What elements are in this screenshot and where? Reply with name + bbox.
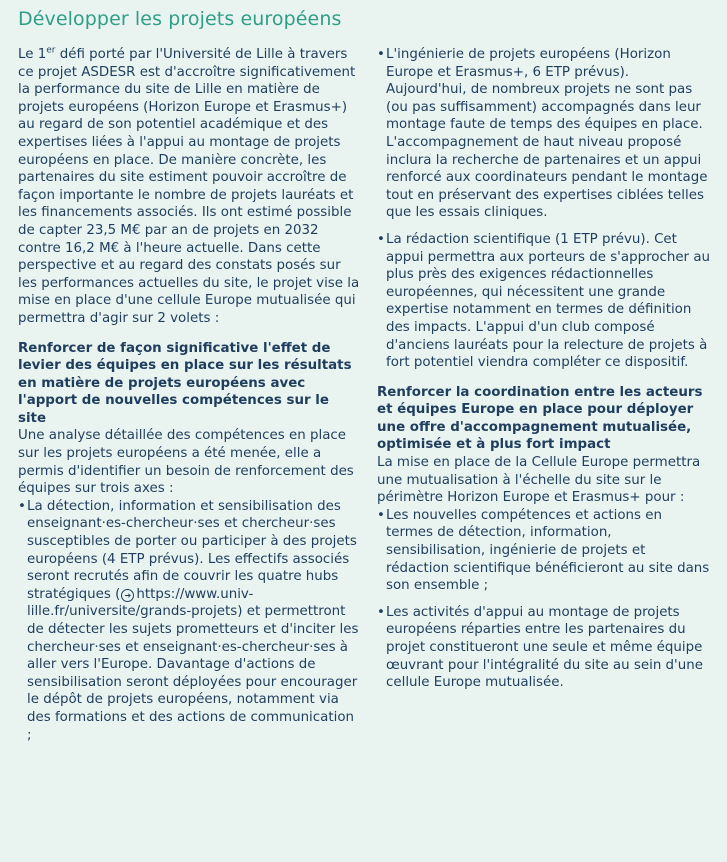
mutualisation-list (377, 507, 711, 692)
left-column (18, 46, 360, 744)
bullet-detection-text: La détection, information et sensibilisation des enseignant·es-chercheur·ses et chercheur·ses susceptibles de porter ou participer à des projets européens (4 ETP prévus). Les effectifs associés seront recrutés afin de couvrir les quatre hubs stratégiques ( (27, 498, 357, 602)
list-item: • La rédaction scientifique (1 ETP prévu). Cet appui permettra aux porteurs de s'approcher au plus près des exigences rédactionnelles européennes, qui nécessitent une grande expertise notamment en termes de définition des impacts. L'appui d'un club composé d'anciens lauréats pour la relecture de projets à fort potentiel viendra compléter ce dispositif. (377, 231, 711, 372)
axes-list (18, 498, 360, 744)
hubs-link[interactable]: https://www.univ-lille.fr/universite/grands-projets (27, 586, 254, 620)
intro-superscript: er (46, 45, 56, 56)
list-item: • Les activités d'appui au montage de projets européens réparties entre les partenaires du projet constitueront une seule et même équipe œuvrant pour l'intégralité du site au sein d'une cellule Europe mutualisée. (377, 604, 711, 692)
intro-lead: Le 1 (18, 47, 47, 62)
page-title: Développer les projets européens (18, 8, 342, 30)
intro-paragraph (18, 46, 360, 328)
bullet-detection-rest: ) et permettront de détecter les sujets prometteurs et d'inciter les chercheur·ses et enseignant·es-chercheur·ses à aller vers l'Europe. Davantage d'actions de sensibilisation seront déployées pour encourager le dépôt de projets européens, notamment via des formations et des actions de communication ; (27, 604, 359, 743)
list-item (18, 498, 360, 744)
list-item: • Les nouvelles compétences et actions en termes de détection, information, sensibilisation, ingénierie de projets et rédaction scientifique bénéficieront au site dans son ensemble ; (377, 507, 711, 595)
external-link-arrow-icon: ➔ (121, 589, 134, 602)
section-heading-coordination: Renforcer la coordination entre les acteurs et équipes Europe en place pour déployer une offre d'accompagnement mutualisée, optimisée et à plus fort impact (377, 384, 703, 453)
section-heading-levier: Renforcer de façon significative l'effet de levier des équipes en place sur les résultats en matière de projets européens avec l'apport de nouvelles compétences sur le site (18, 340, 352, 426)
intro-text: défi porté par l'Université de Lille à travers ce projet ASDESR est d'accroître significativement la performance du site de Lille en matière de projets européens (Horizon Europe et Erasmus+) au regard de son potentiel académique et des expertises liées à l'appui au montage de projets européens en place. De manière concrète, les partenaires du site estiment pouvoir accroître de façon importante le nombre de projets lauréats et les financements associés. Ils ont estimé possible de capter 23,5 M€ par an de projets en 2032 contre 16,2 M€ à l'heure actuelle. Dans cette perspective et au regard des constats posés sur les performances actuelles du site, le projet vise la mise en place d'une cellule Europe mutualisée qui permettra d'agir sur 2 volets : (18, 47, 360, 326)
section-body-levier: Une analyse détaillée des compétences en place sur les projets européens a été menée, elle a permis d'identifier un besoin de renforcement des équipes sur trois axes : (18, 428, 354, 497)
section-body-coordination: La mise en place de la Cellule Europe permettra une mutualisation à l'échelle du site sur le périmètre Horizon Europe et Erasmus+ pour : (377, 455, 701, 506)
axes-list-continued (377, 46, 711, 372)
right-column (377, 46, 711, 692)
list-item: • L'ingénierie de projets européens (Horizon Europe et Erasmus+, 6 ETP prévus). Aujourd'hui, de nombreux projets ne sont pas (ou pas suffisamment) accompagnés dans leur montage faute de temps des équipes en place. L'accompagnement de haut niveau proposé inclura la recherche de partenaires et un appui renforcé aux coordinateurs pendant le montage tout en préservant des expertises ciblées telles que les essais cliniques. (377, 46, 711, 222)
